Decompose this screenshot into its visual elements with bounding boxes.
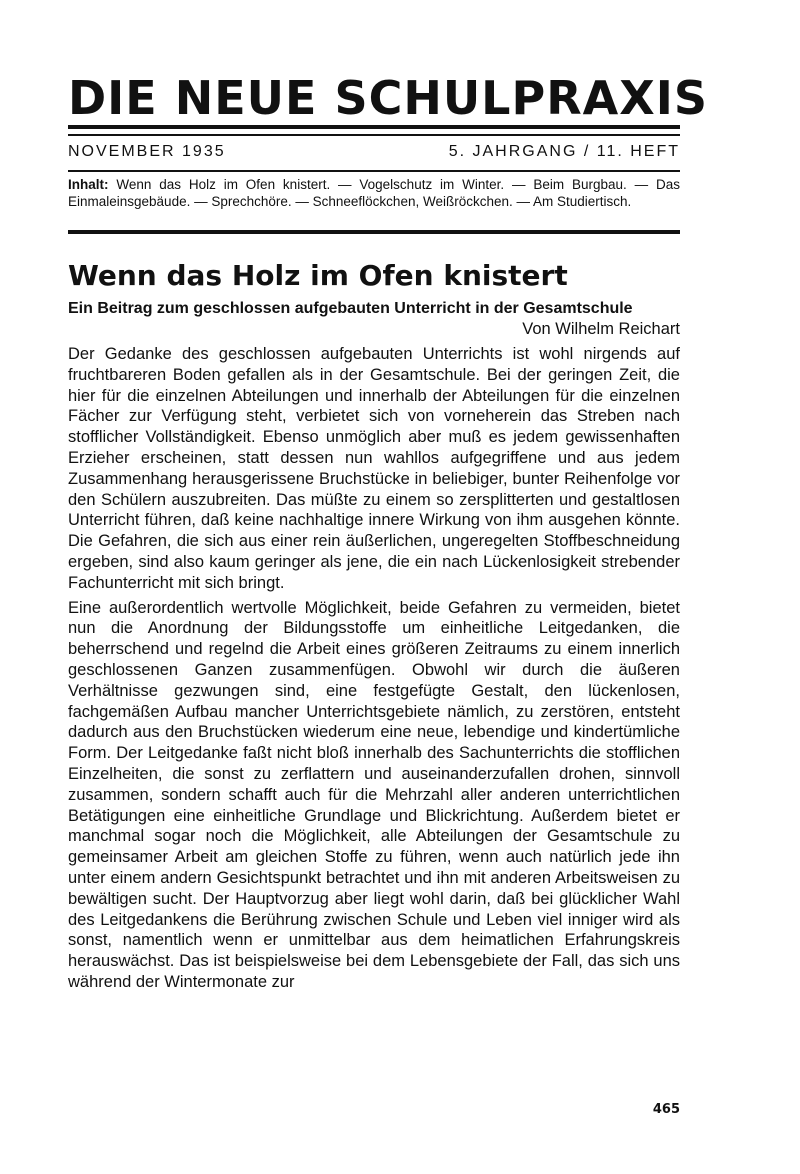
contents-label: Inhalt: (68, 177, 109, 192)
issue-number: 5. JAHRGANG / 11. HEFT (448, 143, 680, 160)
masthead-rule-thin (68, 134, 680, 136)
article-subtitle: Ein Beitrag zum geschlossen aufgebauten Unterricht in der Gesamtschule (68, 300, 633, 317)
journal-masthead: DIE NEUE SCHULPRAXIS (68, 71, 708, 125)
issue-date: NOVEMBER 1935 (68, 143, 226, 160)
article-paragraph: Eine außerordentlich wertvolle Möglichkeit, beide Gefahren zu vermeiden, bietet nun die Anordnung der Bildungsstoffe um einheitliche Leitgedanken, die beherrschend und regelnd die Arbeit eines größeren Zeitraums zu einem innerlich geschlossenen Ganzen zusammenfügen. Obwohl wir durch die äußeren Verhältnisse gezwungen sind, eine festgefügte Gestalt, den lückenlosen, fachgemäßen Aufbau mancher Unterrichtsgebiete nämlich, zu zerstören, entsteht dadurch aus den Bruchstücken wiederum eine neue, lebendige und kindertümliche Form. Der Leitgedanke faßt nicht bloß innerhalb des Sachunterrichts die stofflichen Einzelheiten, die sonst zu zerflattern und auseinanderzufallen drohen, sinnvoll zusammen, sondern schafft auch für die Mehrzahl aller anderen unterrichtlichen Betätigungen eine einheitliche Grundlage und Blickrichtung. Außerdem bietet er manchmal sogar noch die Möglichkeit, alle Abteilungen der Gesamtschule zu gemeinsamer Arbeit am gleichen Stoffe zu führen, wenn auch natürlich jede ihn unter einem andern Gesichtspunkt betrachtet und ihn mit anderen Arbeitsweisen zu bewältigen sucht. Der Hauptvorzug aber liegt wohl darin, daß bei glücklicher Wahl des Leitgedankens die Berührung zwischen Schule und Leben viel inniger wird als sonst, namentlich wenn er unmittelbar aus dem heimatlichen Erfahrungskreis herauswächst. Das ist beispielsweise bei dem Lebensgebiete der Fall, das sich uns während der Wintermonate zur (68, 598, 680, 991)
table-of-contents (68, 176, 680, 210)
article-author: Von Wilhelm Reichart (522, 320, 680, 338)
issue-line (68, 138, 680, 166)
contents-rule (68, 230, 680, 234)
article-title: Wenn das Holz im Ofen knistert (68, 259, 568, 292)
issue-rule (68, 170, 680, 172)
article-body (68, 344, 680, 997)
article-subtitle-block (68, 298, 680, 338)
journal-page (68, 0, 708, 1174)
page-number: 465 (652, 1102, 680, 1117)
masthead-rule-thick (68, 125, 680, 129)
article-paragraph: Der Gedanke des geschlossen aufgebauten Unterrichts ist wohl nirgends auf fruchtbareren Boden gefallen als in der Gesamtschule. Bei der geringen Zeit, die hier für die einzelnen Abteilungen und innerhalb der Abteilungen für die einzelnen Fächer zur Verfügung steht, verbietet sich von vorneherein das Streben nach stofflicher Vollständigkeit. Ebenso unmöglich aber muß es jedem gewissenhaften Erzieher erscheinen, statt dessen nun wahllos aufgegriffene und aus jedem Zusammenhang herausgerissene Bruchstücke in beliebiger, bunter Reihenfolge vor den Schülern auszubreiten. Das müßte zu einem so zersplitterten und gestaltlosen Unterricht führen, daß keine nachhaltige innere Wirkung von ihm ausgehen könnte. Die Gefahren, die sich aus einer rein äußerlichen, ungeregelten Stoffbeschneidung ergeben, sind also kaum geringer als jene, die ein nach Lückenlosigkeit strebender Fachunterricht mit sich bringt. (68, 345, 680, 592)
contents-text: Wenn das Holz im Ofen knistert. — Vogelschutz im Winter. — Beim Burgbau. — Das Einmaleinsgebäude. — Sprechchöre. — Schneeflöckchen, Weißröckchen. — Am Studiertisch. (68, 177, 680, 209)
